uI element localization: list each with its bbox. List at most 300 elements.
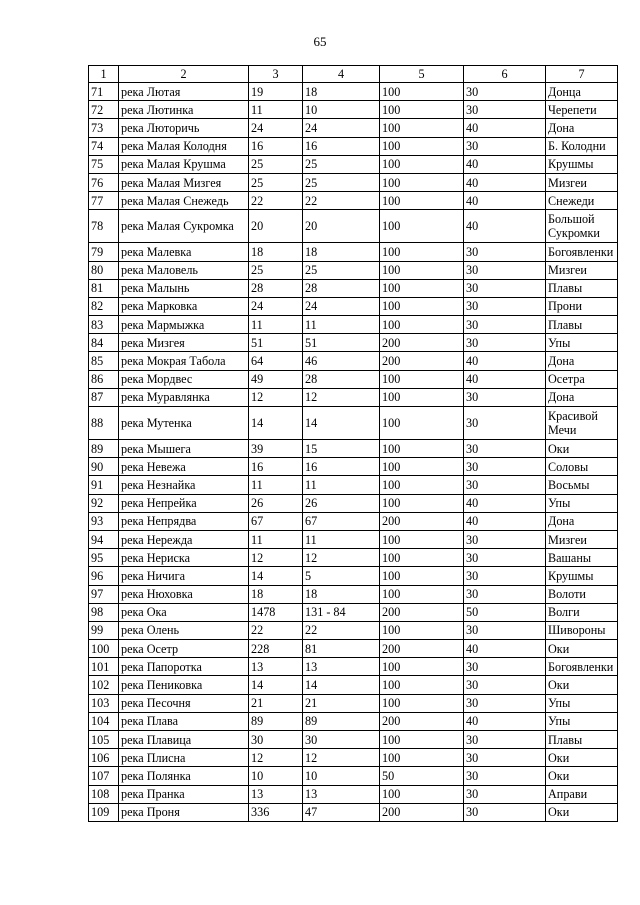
table-cell: 30 bbox=[464, 694, 546, 712]
table-cell: 12 bbox=[249, 749, 303, 767]
table-row bbox=[89, 476, 618, 494]
table-cell: 30 bbox=[464, 407, 546, 440]
table-cell: Оки bbox=[546, 803, 618, 821]
table-cell: 88 bbox=[89, 407, 119, 440]
table-cell: река Малая Мизгея bbox=[119, 173, 249, 191]
table-cell: Дона bbox=[546, 512, 618, 530]
table-row bbox=[89, 352, 618, 370]
table-cell: 24 bbox=[303, 119, 380, 137]
table-cell: 104 bbox=[89, 712, 119, 730]
table-cell: 28 bbox=[249, 279, 303, 297]
table-cell: 30 bbox=[464, 476, 546, 494]
table-row bbox=[89, 603, 618, 621]
table-row bbox=[89, 530, 618, 548]
table-row bbox=[89, 388, 618, 406]
table-cell: Соловы bbox=[546, 458, 618, 476]
table-cell: 81 bbox=[89, 279, 119, 297]
table-cell: река Пениковка bbox=[119, 676, 249, 694]
table-cell: 14 bbox=[303, 407, 380, 440]
table-cell: река Мизгея bbox=[119, 334, 249, 352]
table-cell: Донца bbox=[546, 83, 618, 101]
table-cell: 336 bbox=[249, 803, 303, 821]
table-cell: 100 bbox=[380, 316, 464, 334]
table-cell: 100 bbox=[380, 370, 464, 388]
table-cell: 16 bbox=[249, 458, 303, 476]
table-row bbox=[89, 567, 618, 585]
table-cell: 86 bbox=[89, 370, 119, 388]
table-cell: Оки bbox=[546, 440, 618, 458]
table-cell: 95 bbox=[89, 549, 119, 567]
table-cell: Дона bbox=[546, 352, 618, 370]
table-cell: 22 bbox=[303, 192, 380, 210]
table-cell: река Малевка bbox=[119, 243, 249, 261]
table-cell: 75 bbox=[89, 155, 119, 173]
table-cell: река Олень bbox=[119, 621, 249, 639]
table-row bbox=[89, 119, 618, 137]
table-cell: 30 bbox=[464, 440, 546, 458]
table-row bbox=[89, 749, 618, 767]
table-cell: 100 bbox=[380, 83, 464, 101]
table-cell: 30 bbox=[464, 803, 546, 821]
table-cell: Оки bbox=[546, 767, 618, 785]
table-row bbox=[89, 279, 618, 297]
table-cell: 30 bbox=[464, 785, 546, 803]
table-cell: 25 bbox=[303, 261, 380, 279]
table-cell: Упы bbox=[546, 694, 618, 712]
table-cell: 30 bbox=[464, 388, 546, 406]
table-cell: 100 bbox=[89, 640, 119, 658]
table-cell: 14 bbox=[249, 676, 303, 694]
table-row bbox=[89, 676, 618, 694]
table-cell: 12 bbox=[249, 388, 303, 406]
table-cell: 26 bbox=[303, 494, 380, 512]
table-cell: Черепети bbox=[546, 101, 618, 119]
table-cell: 22 bbox=[249, 192, 303, 210]
table-cell: Крушмы bbox=[546, 155, 618, 173]
table-cell: 30 bbox=[464, 767, 546, 785]
table-cell: Плавы bbox=[546, 316, 618, 334]
table-cell: река Мордвес bbox=[119, 370, 249, 388]
table-row bbox=[89, 621, 618, 639]
table-cell: река Малая Крушма bbox=[119, 155, 249, 173]
table-cell: 11 bbox=[249, 316, 303, 334]
table-cell: 74 bbox=[89, 137, 119, 155]
table-cell: 100 bbox=[380, 658, 464, 676]
table-cell: 25 bbox=[249, 261, 303, 279]
table-cell: река Маловель bbox=[119, 261, 249, 279]
table-cell: 100 bbox=[380, 676, 464, 694]
table-cell: 82 bbox=[89, 297, 119, 315]
table-cell: Богоявленки bbox=[546, 243, 618, 261]
table-cell: 10 bbox=[303, 767, 380, 785]
table-row bbox=[89, 549, 618, 567]
table-cell: 90 bbox=[89, 458, 119, 476]
table-cell: 89 bbox=[249, 712, 303, 730]
table-cell: Волги bbox=[546, 603, 618, 621]
table-row bbox=[89, 712, 618, 730]
table-cell: 77 bbox=[89, 192, 119, 210]
table-cell: 30 bbox=[464, 297, 546, 315]
table-cell: 83 bbox=[89, 316, 119, 334]
table-cell: 26 bbox=[249, 494, 303, 512]
table-cell: Прони bbox=[546, 297, 618, 315]
column-header: 6 bbox=[464, 66, 546, 83]
table-cell: 67 bbox=[303, 512, 380, 530]
table-cell: 12 bbox=[303, 388, 380, 406]
table-cell: Оки bbox=[546, 676, 618, 694]
table-cell: 30 bbox=[464, 658, 546, 676]
table-cell: 100 bbox=[380, 407, 464, 440]
table-cell: 101 bbox=[89, 658, 119, 676]
table-cell: 11 bbox=[249, 101, 303, 119]
table-cell: 200 bbox=[380, 352, 464, 370]
table-cell: Вашаны bbox=[546, 549, 618, 567]
table-cell: 50 bbox=[464, 603, 546, 621]
table-cell: 87 bbox=[89, 388, 119, 406]
table-cell: 30 bbox=[464, 731, 546, 749]
table-cell: 13 bbox=[303, 658, 380, 676]
table-cell: 100 bbox=[380, 297, 464, 315]
table-cell: 103 bbox=[89, 694, 119, 712]
table-cell: 93 bbox=[89, 512, 119, 530]
table-cell: 100 bbox=[380, 137, 464, 155]
table-cell: 91 bbox=[89, 476, 119, 494]
table-cell: 40 bbox=[464, 712, 546, 730]
table-cell: 100 bbox=[380, 749, 464, 767]
table-row bbox=[89, 785, 618, 803]
table-cell: 89 bbox=[89, 440, 119, 458]
table-cell: 46 bbox=[303, 352, 380, 370]
table-cell: 10 bbox=[249, 767, 303, 785]
table-cell: 30 bbox=[464, 101, 546, 119]
table-cell: 30 bbox=[464, 585, 546, 603]
table-cell: 100 bbox=[380, 210, 464, 243]
table-cell: 40 bbox=[464, 494, 546, 512]
table-cell: река Мутенка bbox=[119, 407, 249, 440]
table-cell: 100 bbox=[380, 279, 464, 297]
table-cell: 50 bbox=[380, 767, 464, 785]
table-cell: река Песочня bbox=[119, 694, 249, 712]
table-cell: река Плава bbox=[119, 712, 249, 730]
table-cell: 100 bbox=[380, 155, 464, 173]
table-cell: Восьмы bbox=[546, 476, 618, 494]
table-cell: 11 bbox=[249, 530, 303, 548]
table-cell: 108 bbox=[89, 785, 119, 803]
table-cell: 71 bbox=[89, 83, 119, 101]
column-header: 2 bbox=[119, 66, 249, 83]
table-cell: 25 bbox=[303, 155, 380, 173]
table-cell: 30 bbox=[249, 731, 303, 749]
table-cell: 72 bbox=[89, 101, 119, 119]
table-cell: 76 bbox=[89, 173, 119, 191]
table-cell: 22 bbox=[303, 621, 380, 639]
table-cell: Оки bbox=[546, 749, 618, 767]
table-cell: 200 bbox=[380, 512, 464, 530]
table-cell: 100 bbox=[380, 458, 464, 476]
table-cell: 64 bbox=[249, 352, 303, 370]
table-cell: 30 bbox=[464, 621, 546, 639]
table-cell: 47 bbox=[303, 803, 380, 821]
table-cell: 1478 bbox=[249, 603, 303, 621]
table-cell: 100 bbox=[380, 549, 464, 567]
table-cell: 15 bbox=[303, 440, 380, 458]
table-cell: 30 bbox=[464, 279, 546, 297]
table-cell: река Невежа bbox=[119, 458, 249, 476]
table-cell: Упы bbox=[546, 334, 618, 352]
table-row bbox=[89, 803, 618, 821]
table-cell: 16 bbox=[249, 137, 303, 155]
table-cell: 39 bbox=[249, 440, 303, 458]
table-cell: 21 bbox=[249, 694, 303, 712]
table-row bbox=[89, 101, 618, 119]
table-cell: 40 bbox=[464, 352, 546, 370]
table-cell: 40 bbox=[464, 210, 546, 243]
table-row bbox=[89, 658, 618, 676]
table-cell: Крушмы bbox=[546, 567, 618, 585]
table-cell: 24 bbox=[249, 119, 303, 137]
table-row bbox=[89, 585, 618, 603]
column-header: 5 bbox=[380, 66, 464, 83]
table-cell: река Непрядва bbox=[119, 512, 249, 530]
table-cell: река Муравлянка bbox=[119, 388, 249, 406]
table-cell: 102 bbox=[89, 676, 119, 694]
table-cell: 30 bbox=[464, 137, 546, 155]
table-cell: 25 bbox=[249, 173, 303, 191]
table-cell: 106 bbox=[89, 749, 119, 767]
table-cell: 100 bbox=[380, 731, 464, 749]
table-cell: 109 bbox=[89, 803, 119, 821]
table-header-row bbox=[89, 66, 618, 83]
table-cell: река Нережда bbox=[119, 530, 249, 548]
table-cell: 25 bbox=[303, 173, 380, 191]
table-cell: 200 bbox=[380, 803, 464, 821]
table-cell: 12 bbox=[303, 749, 380, 767]
table-row bbox=[89, 640, 618, 658]
table-cell: 105 bbox=[89, 731, 119, 749]
table-cell: 30 bbox=[464, 243, 546, 261]
table-cell: 100 bbox=[380, 530, 464, 548]
table-cell: 98 bbox=[89, 603, 119, 621]
table-cell: 18 bbox=[303, 243, 380, 261]
page-number: 65 bbox=[313, 34, 327, 49]
table-cell: река Полянка bbox=[119, 767, 249, 785]
table-cell: 131 - 84 bbox=[303, 603, 380, 621]
table-cell: 100 bbox=[380, 192, 464, 210]
table-cell: 40 bbox=[464, 512, 546, 530]
table-cell: 18 bbox=[249, 585, 303, 603]
table-cell: река Ничига bbox=[119, 567, 249, 585]
table-cell: 107 bbox=[89, 767, 119, 785]
table-cell: 100 bbox=[380, 101, 464, 119]
table-cell: река Плавица bbox=[119, 731, 249, 749]
table-cell: Мизгеи bbox=[546, 530, 618, 548]
table-row bbox=[89, 731, 618, 749]
table-row bbox=[89, 137, 618, 155]
table-row bbox=[89, 694, 618, 712]
table-cell: река Ока bbox=[119, 603, 249, 621]
table-cell: Шивороны bbox=[546, 621, 618, 639]
table-cell: 94 bbox=[89, 530, 119, 548]
table-cell: 11 bbox=[303, 476, 380, 494]
table-cell: 30 bbox=[464, 567, 546, 585]
table-cell: река Осетр bbox=[119, 640, 249, 658]
table-cell: Снежеди bbox=[546, 192, 618, 210]
table-cell: река Марковка bbox=[119, 297, 249, 315]
table-cell: 14 bbox=[303, 676, 380, 694]
table-row bbox=[89, 316, 618, 334]
table-cell: Плавы bbox=[546, 731, 618, 749]
table-cell: 40 bbox=[464, 640, 546, 658]
table-cell: 20 bbox=[303, 210, 380, 243]
table-cell: 16 bbox=[303, 137, 380, 155]
table-cell: 24 bbox=[303, 297, 380, 315]
table-cell: 11 bbox=[303, 530, 380, 548]
table-cell: 30 bbox=[464, 83, 546, 101]
table-cell: 40 bbox=[464, 119, 546, 137]
table-cell: 13 bbox=[249, 785, 303, 803]
table-row bbox=[89, 210, 618, 243]
column-header: 3 bbox=[249, 66, 303, 83]
table-cell: 5 bbox=[303, 567, 380, 585]
table-cell: 28 bbox=[303, 370, 380, 388]
table-cell: 13 bbox=[303, 785, 380, 803]
table-body bbox=[89, 83, 618, 822]
table-cell: 40 bbox=[464, 173, 546, 191]
table-cell: 78 bbox=[89, 210, 119, 243]
table-cell: Богоявленки bbox=[546, 658, 618, 676]
table-cell: 14 bbox=[249, 567, 303, 585]
table-cell: Мизгеи bbox=[546, 261, 618, 279]
table-cell: 96 bbox=[89, 567, 119, 585]
table-cell: 12 bbox=[303, 549, 380, 567]
table-cell: 20 bbox=[249, 210, 303, 243]
table-cell: 49 bbox=[249, 370, 303, 388]
table-cell: 16 bbox=[303, 458, 380, 476]
table-cell: Упы bbox=[546, 494, 618, 512]
table-row bbox=[89, 512, 618, 530]
table-cell: 11 bbox=[249, 476, 303, 494]
table-cell: 92 bbox=[89, 494, 119, 512]
table-cell: 97 bbox=[89, 585, 119, 603]
table-row bbox=[89, 767, 618, 785]
table-cell: 28 bbox=[303, 279, 380, 297]
table-cell: 30 bbox=[464, 749, 546, 767]
table-cell: Б. Колодни bbox=[546, 137, 618, 155]
table-cell: 100 bbox=[380, 440, 464, 458]
table-cell: 228 bbox=[249, 640, 303, 658]
table-cell: 30 bbox=[464, 316, 546, 334]
table-cell: Красивой Мечи bbox=[546, 407, 618, 440]
table-cell: 18 bbox=[303, 585, 380, 603]
table-cell: 79 bbox=[89, 243, 119, 261]
table-cell: 200 bbox=[380, 712, 464, 730]
table-cell: река Нериска bbox=[119, 549, 249, 567]
table-cell: 100 bbox=[380, 119, 464, 137]
table-cell: Большой Сукромки bbox=[546, 210, 618, 243]
table-cell: река Мокрая Табола bbox=[119, 352, 249, 370]
table-cell: река Пранка bbox=[119, 785, 249, 803]
table-cell: 80 bbox=[89, 261, 119, 279]
table-cell: река Лютая bbox=[119, 83, 249, 101]
table-cell: 100 bbox=[380, 243, 464, 261]
table-row bbox=[89, 83, 618, 101]
table-row bbox=[89, 407, 618, 440]
table-cell: река Малынь bbox=[119, 279, 249, 297]
table-row bbox=[89, 192, 618, 210]
column-header: 1 bbox=[89, 66, 119, 83]
table-cell: река Малая Колодня bbox=[119, 137, 249, 155]
table-cell: 24 bbox=[249, 297, 303, 315]
table-cell: река Незнайка bbox=[119, 476, 249, 494]
table-row bbox=[89, 370, 618, 388]
table-cell: 200 bbox=[380, 334, 464, 352]
table-cell: 30 bbox=[303, 731, 380, 749]
table-cell: Мизгеи bbox=[546, 173, 618, 191]
table-cell: 30 bbox=[464, 261, 546, 279]
table-cell: 100 bbox=[380, 388, 464, 406]
table-row bbox=[89, 243, 618, 261]
table-cell: река Лютинка bbox=[119, 101, 249, 119]
table-cell: 84 bbox=[89, 334, 119, 352]
table-cell: 100 bbox=[380, 173, 464, 191]
table-cell: 51 bbox=[249, 334, 303, 352]
table-cell: 51 bbox=[303, 334, 380, 352]
table-cell: 12 bbox=[249, 549, 303, 567]
table-cell: Дона bbox=[546, 388, 618, 406]
table-cell: река Мышега bbox=[119, 440, 249, 458]
table-cell: 10 bbox=[303, 101, 380, 119]
table-cell: 18 bbox=[249, 243, 303, 261]
table-cell: 99 bbox=[89, 621, 119, 639]
table-row bbox=[89, 155, 618, 173]
table-row bbox=[89, 261, 618, 279]
table-cell: 30 bbox=[464, 334, 546, 352]
table-cell: 18 bbox=[303, 83, 380, 101]
table-cell: Оки bbox=[546, 640, 618, 658]
table-cell: 81 bbox=[303, 640, 380, 658]
table-cell: река Непрейка bbox=[119, 494, 249, 512]
table-cell: 40 bbox=[464, 155, 546, 173]
table-cell: Упы bbox=[546, 712, 618, 730]
table-cell: 40 bbox=[464, 370, 546, 388]
table-cell: 100 bbox=[380, 261, 464, 279]
table-cell: 25 bbox=[249, 155, 303, 173]
table-cell: 200 bbox=[380, 640, 464, 658]
table-row bbox=[89, 440, 618, 458]
table-cell: Плавы bbox=[546, 279, 618, 297]
table-cell: 22 bbox=[249, 621, 303, 639]
table-row bbox=[89, 334, 618, 352]
table-cell: 73 bbox=[89, 119, 119, 137]
rivers-table bbox=[88, 65, 618, 822]
table-cell: 67 bbox=[249, 512, 303, 530]
table-row bbox=[89, 173, 618, 191]
table-row bbox=[89, 458, 618, 476]
table-cell: 100 bbox=[380, 494, 464, 512]
table-cell: 200 bbox=[380, 603, 464, 621]
table-cell: 100 bbox=[380, 785, 464, 803]
table-cell: река Мармыжка bbox=[119, 316, 249, 334]
table-cell: 85 bbox=[89, 352, 119, 370]
table-row bbox=[89, 297, 618, 315]
table-cell: Волоти bbox=[546, 585, 618, 603]
table-cell: 100 bbox=[380, 694, 464, 712]
table-cell: Осетра bbox=[546, 370, 618, 388]
table-cell: 13 bbox=[249, 658, 303, 676]
table-cell: 14 bbox=[249, 407, 303, 440]
table-cell: 100 bbox=[380, 621, 464, 639]
table-cell: 30 bbox=[464, 676, 546, 694]
